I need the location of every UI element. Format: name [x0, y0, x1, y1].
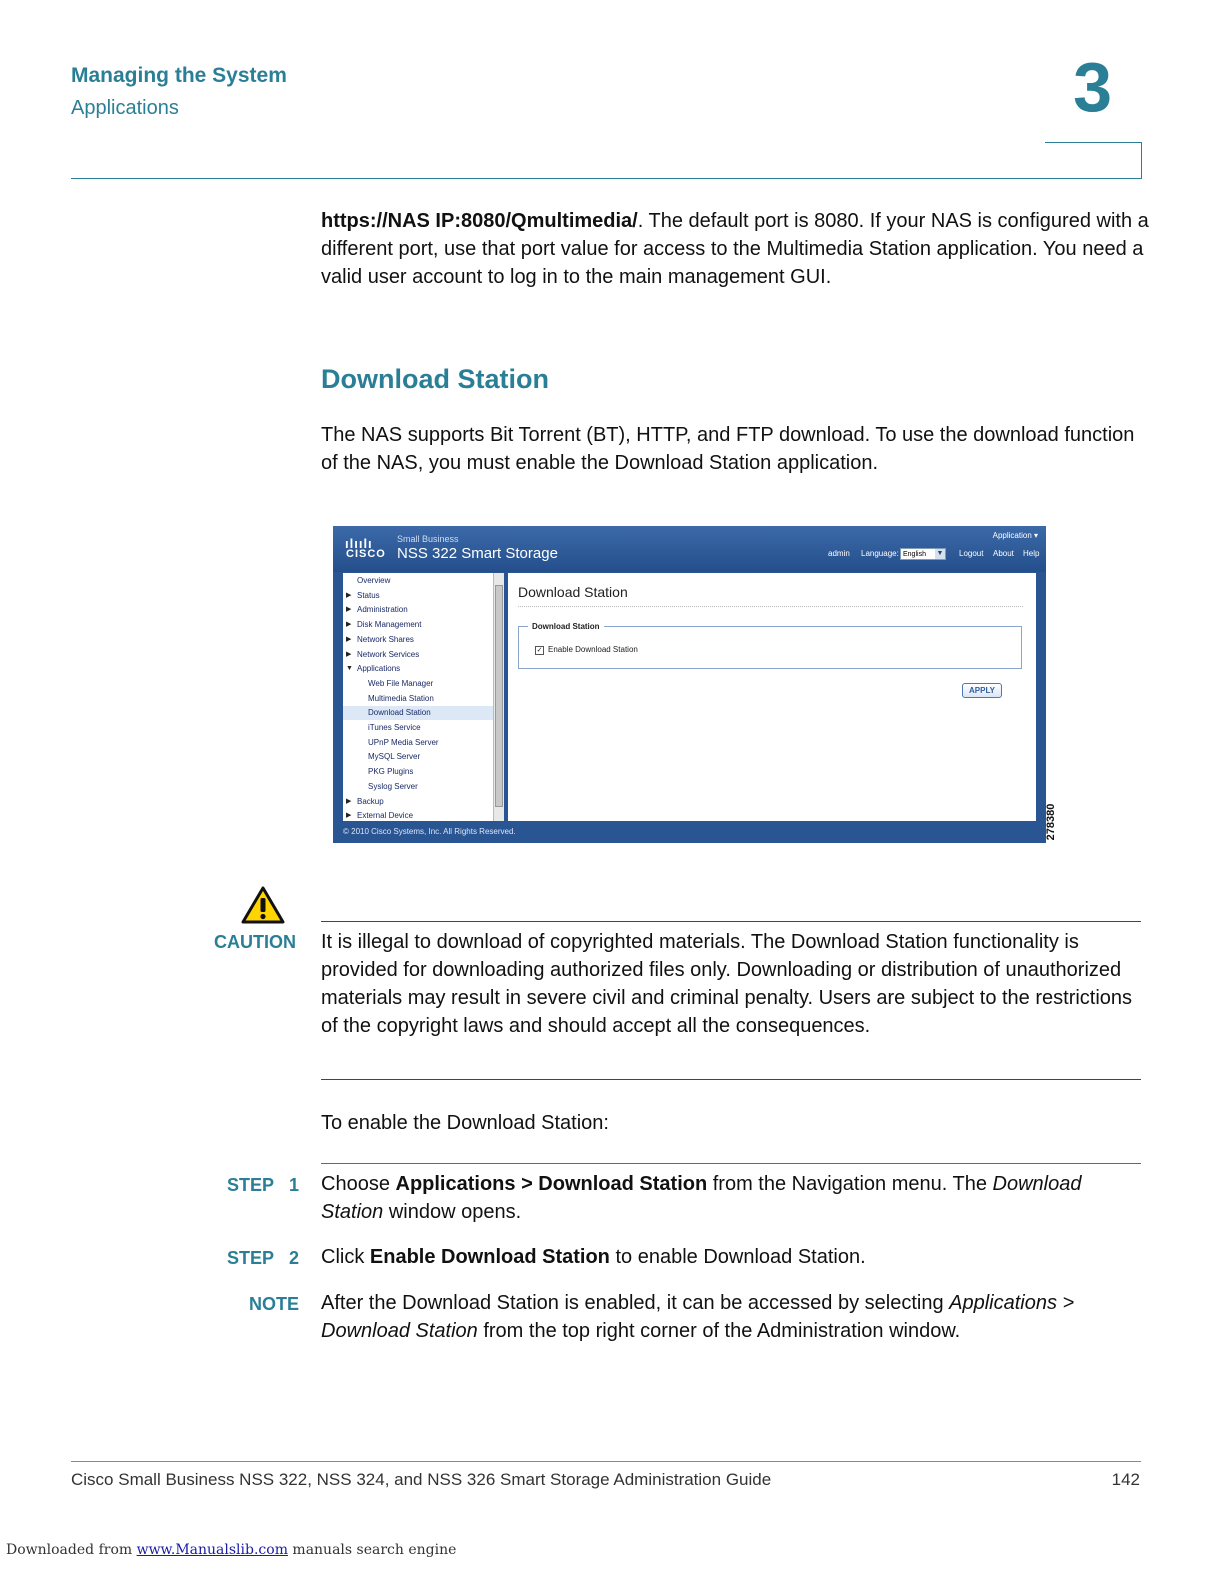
- nav-item[interactable]: [343, 648, 493, 662]
- nav-item[interactable]: [343, 750, 493, 764]
- note-pre: After the Download Station is enabled, it can be accessed by selecting: [321, 1292, 950, 1314]
- chapter-number: 3: [1073, 48, 1112, 126]
- cisco-logo-text: CISCO: [346, 548, 386, 560]
- header-rule: [71, 178, 1142, 179]
- expanded-arrow-icon[interactable]: ▼: [346, 665, 353, 673]
- nav-item[interactable]: [343, 603, 493, 617]
- nav-item-label: Administration: [357, 605, 408, 615]
- screenshot-copyright: © 2010 Cisco Systems, Inc. All Rights Reserved.: [343, 827, 516, 836]
- note-label: NOTE: [249, 1294, 300, 1314]
- section-heading: Download Station: [321, 364, 549, 394]
- navigation-menu: [343, 573, 493, 821]
- collapsed-arrow-icon[interactable]: ▶: [346, 812, 352, 820]
- note-text: [321, 1289, 1141, 1345]
- language-select[interactable]: [900, 548, 946, 560]
- procedure-intro: To enable the Download Station:: [321, 1112, 609, 1134]
- figure-number-text: 278380: [1045, 803, 1057, 841]
- nav-item-label: Status: [357, 590, 380, 600]
- collapsed-arrow-icon[interactable]: ▶: [346, 621, 352, 629]
- nav-scrollbar[interactable]: [493, 573, 504, 821]
- nav-item[interactable]: [343, 780, 493, 794]
- cisco-logo-icon: ılıılı: [345, 536, 373, 551]
- intro-text: . The default port is 8080. If your NAS is configured with a different port, use that port value for access to the Multimedia Station application. You need a valid user account to log in to the main management GUI.: [321, 210, 1149, 288]
- nav-item[interactable]: [343, 633, 493, 647]
- nav-item-label: MySQL Server: [368, 752, 421, 762]
- step-2-pre: Click: [321, 1246, 370, 1268]
- caution-top-rule: [321, 921, 1141, 922]
- nav-item-label: Network Shares: [357, 634, 414, 644]
- download-note-suffix: manuals search engine: [287, 1542, 457, 1558]
- nav-item-label: Web File Manager: [368, 678, 434, 688]
- page-number: 142: [1111, 1470, 1140, 1489]
- current-user: admin: [828, 549, 850, 558]
- caution-label: CAUTION: [214, 932, 296, 952]
- step-number: 2: [289, 1248, 300, 1268]
- nav-item[interactable]: [343, 809, 493, 821]
- figure-number: [1044, 800, 1058, 844]
- caution-text: It is illegal to download of copyrighted materials. The Download Station functionality is provided for downloading authorized files only. Downloading or distribution of unauthorized materials may result in severe civil and criminal penalty. Users are subject to the restrictions of the copyright laws and should accept all the consequences.: [321, 931, 1133, 1037]
- step-1-bold: Applications > Download Station: [395, 1173, 708, 1195]
- caution-bottom-rule: [321, 1079, 1141, 1080]
- fieldset-legend: Download Station: [528, 622, 604, 631]
- nav-item-label: Overview: [357, 576, 391, 585]
- collapsed-arrow-icon[interactable]: ▶: [346, 606, 352, 614]
- nav-item-label: Backup: [357, 796, 384, 806]
- intro-paragraph: [321, 207, 1151, 291]
- nav-item[interactable]: [343, 692, 493, 706]
- nav-item-label: Network Services: [357, 649, 420, 659]
- apply-button[interactable]: APPLY: [962, 683, 1002, 698]
- nav-item[interactable]: [343, 662, 493, 676]
- download-station-screenshot: [333, 526, 1046, 843]
- steps-rule: [321, 1163, 1141, 1164]
- about-link[interactable]: About: [993, 549, 1014, 558]
- note-post: from the top right corner of the Administration window.: [477, 1320, 961, 1342]
- step-1-mid: from the Navigation menu. The: [707, 1173, 993, 1195]
- collapsed-arrow-icon[interactable]: ▶: [346, 650, 352, 658]
- nav-item[interactable]: [343, 574, 493, 588]
- warning-icon: [240, 885, 286, 925]
- enable-download-station-checkbox[interactable]: ✓: [536, 647, 543, 654]
- nav-scrollbar-thumb[interactable]: [495, 585, 503, 807]
- title-divider: [518, 606, 1023, 607]
- chapter-tab-outline: [1045, 142, 1142, 179]
- section-paragraph: The NAS supports Bit Torrent (BT), HTTP, and FTP download. To use the download function of the NAS, you must enable the Download Station application.: [321, 424, 1135, 474]
- nav-item-label: UPnP Media Server: [368, 737, 439, 747]
- step-1-text: [321, 1170, 1141, 1226]
- step-2-label: [227, 1248, 299, 1269]
- nav-item-label: Multimedia Station: [368, 693, 434, 703]
- nav-item-label: Syslog Server: [368, 781, 418, 791]
- brand-small-business: Small Business: [397, 534, 459, 544]
- nav-item[interactable]: [343, 677, 493, 691]
- step-number: 1: [289, 1175, 300, 1195]
- nav-item[interactable]: [343, 721, 493, 735]
- note-italic: Applications > Download Station: [321, 1292, 1075, 1342]
- nav-item[interactable]: [343, 706, 493, 720]
- nav-item-label: External Device: [357, 811, 414, 821]
- nav-item[interactable]: [343, 618, 493, 632]
- nav-item-label: Disk Management: [357, 620, 422, 630]
- collapsed-arrow-icon[interactable]: ▶: [346, 797, 352, 805]
- footer-guide-title: Cisco Small Business NSS 322, NSS 324, and NSS 326 Smart Storage Administration Guide: [71, 1470, 772, 1489]
- content-panel: [508, 573, 1036, 821]
- download-note-prefix: Downloaded from: [6, 1542, 137, 1558]
- manualslib-link[interactable]: www.Manualslib.com: [136, 1542, 288, 1558]
- nav-item[interactable]: [343, 765, 493, 779]
- nav-item-label: iTunes Service: [368, 723, 421, 732]
- step-2-text: [321, 1243, 1141, 1271]
- enable-download-station-label[interactable]: Enable Download Station: [548, 645, 638, 654]
- nav-item-label: PKG Plugins: [368, 767, 414, 777]
- step-2-bold: Enable Download Station: [369, 1246, 610, 1268]
- help-link[interactable]: Help: [1023, 549, 1040, 558]
- footer-rule: [71, 1461, 1141, 1462]
- product-name: NSS 322 Smart Storage: [397, 545, 558, 562]
- nav-item[interactable]: [343, 795, 493, 809]
- content-title: Download Station: [518, 584, 628, 600]
- nav-item[interactable]: [343, 589, 493, 603]
- step-1-label: [227, 1175, 299, 1196]
- nav-item-label: Applications: [357, 664, 401, 674]
- language-label: Language:: [861, 549, 899, 558]
- nav-item-label: Download Station: [368, 708, 431, 718]
- collapsed-arrow-icon[interactable]: ▶: [346, 635, 352, 643]
- chevron-down-icon: ▼: [936, 550, 944, 557]
- section-subtitle: Applications: [71, 97, 179, 119]
- step-word: STEP: [227, 1175, 275, 1195]
- logout-link[interactable]: Logout: [959, 549, 984, 558]
- step-word: STEP: [227, 1248, 275, 1268]
- step-2-post: to enable Download Station.: [609, 1246, 866, 1268]
- collapsed-arrow-icon[interactable]: ▶: [346, 591, 352, 599]
- chapter-title: Managing the System: [71, 64, 287, 87]
- step-1-italic: Download Station: [321, 1173, 1082, 1223]
- download-note: [6, 1542, 456, 1558]
- application-menu[interactable]: Application ▾: [992, 531, 1038, 540]
- language-value: English: [903, 551, 926, 558]
- step-1-pre: Choose: [321, 1173, 396, 1195]
- nav-item[interactable]: [343, 736, 493, 750]
- multimedia-url: https://NAS IP:8080/Qmultimedia/: [321, 210, 638, 232]
- step-1-post: window opens.: [383, 1201, 522, 1223]
